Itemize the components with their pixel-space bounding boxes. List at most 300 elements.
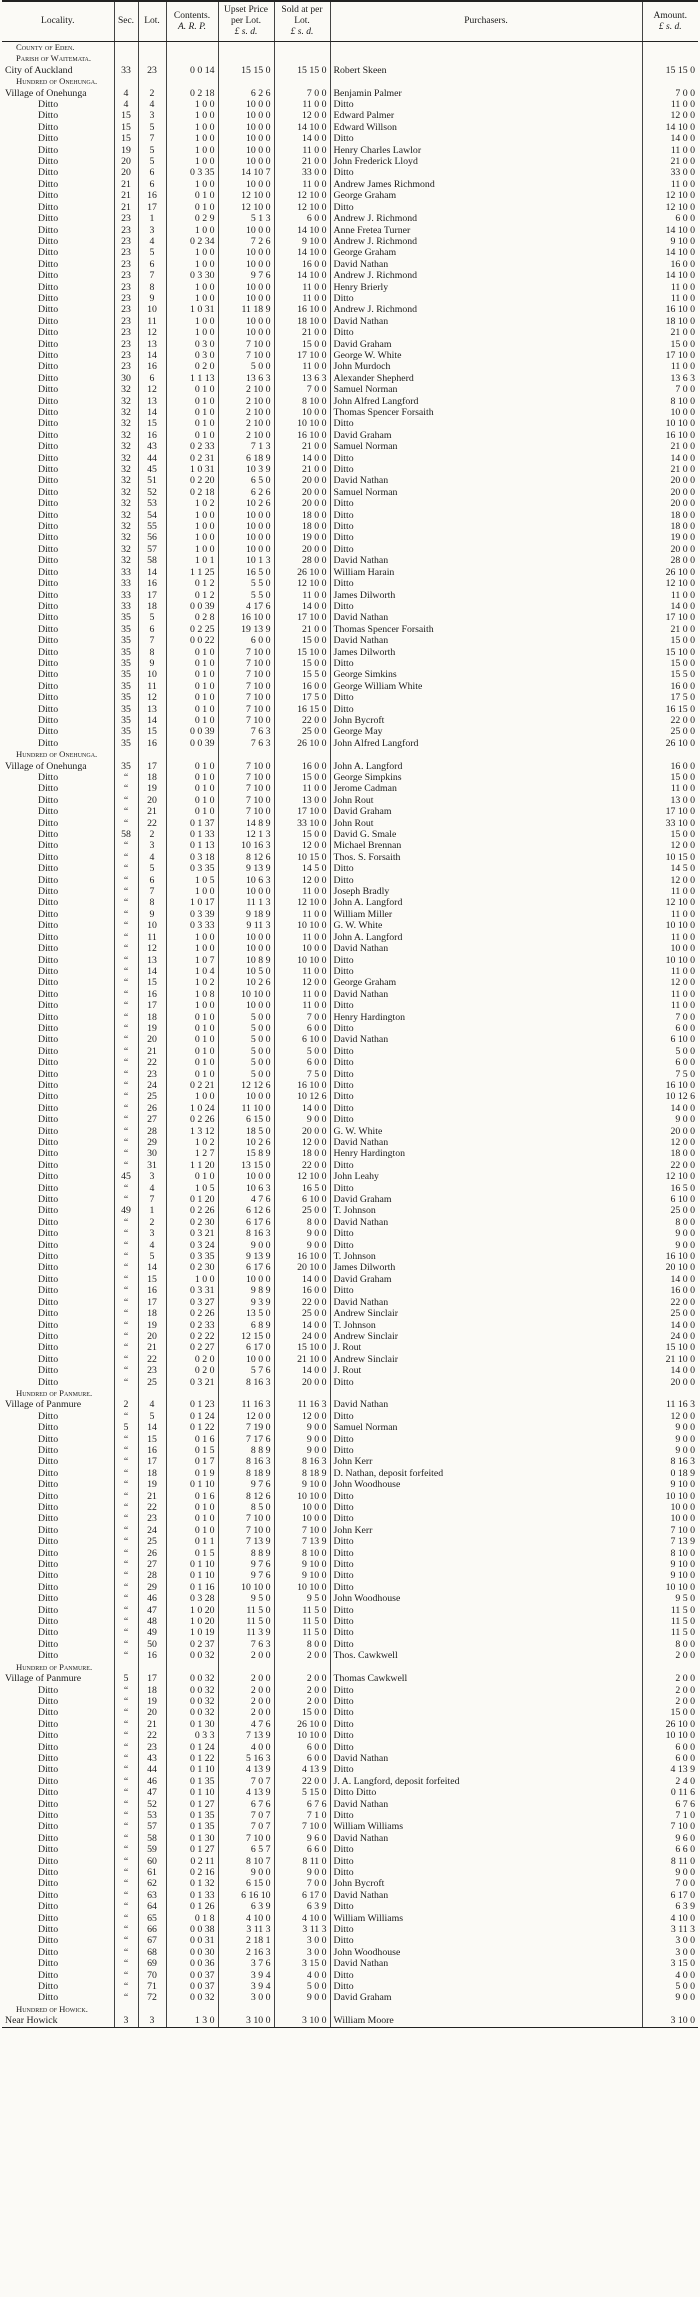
sold-price-cell: 5 0 0 xyxy=(274,1046,330,1057)
upset-price-cell: 2 10 0 xyxy=(218,407,274,418)
locality-cell: Ditto xyxy=(2,1103,114,1114)
lot-cell: 4 xyxy=(138,1240,166,1251)
purchaser-cell: T. Johnson xyxy=(330,1205,642,1216)
sold-price-cell: 9 0 0 xyxy=(274,1867,330,1878)
upset-price-cell: 9 13 9 xyxy=(218,1251,274,1262)
upset-price-cell: 7 10 0 xyxy=(218,350,274,361)
sold-price-cell: 12 0 0 xyxy=(274,840,330,851)
table-row xyxy=(2,225,698,236)
amount-cell: 3 11 3 xyxy=(670,1924,695,1936)
purchaser-cell: Andrew J. Richmond xyxy=(330,304,642,315)
table-row xyxy=(2,567,698,578)
locality-cell: Ditto xyxy=(2,110,114,121)
locality-cell: Ditto xyxy=(2,521,114,532)
upset-price-cell: 4 13 9 xyxy=(218,1787,274,1798)
amount-cell: 20 0 0 xyxy=(670,486,695,498)
table-row xyxy=(2,1548,698,1559)
contents-cell: 0 3 28 xyxy=(166,1593,218,1604)
contents-cell: 0 0 39 xyxy=(166,726,218,737)
lot-cell: 57 xyxy=(138,1821,166,1832)
locality-cell: Ditto xyxy=(2,1821,114,1832)
section-cell: “ xyxy=(114,989,138,1000)
section-cell: “ xyxy=(114,977,138,988)
contents-cell: 1 0 0 xyxy=(166,521,218,532)
lot-cell: 13 xyxy=(138,396,166,407)
contents-cell: 0 0 32 xyxy=(166,1673,218,1684)
sold-price-cell: 7 13 9 xyxy=(274,1536,330,1547)
sold-price-cell: 6 7 6 xyxy=(274,1799,330,1810)
table-row xyxy=(2,1399,698,1410)
section-cell: 5 xyxy=(114,1422,138,1433)
upset-price-cell: 7 10 0 xyxy=(218,715,274,726)
sold-price-cell: 8 0 0 xyxy=(274,1217,330,1228)
purchaser-cell: J. A. Langford, deposit forfeited xyxy=(330,1776,642,1787)
contents-cell: 1 0 19 xyxy=(166,1627,218,1638)
table-row xyxy=(2,829,698,840)
sold-price-cell: 7 10 0 xyxy=(274,1821,330,1832)
sold-price-cell: 15 10 0 xyxy=(274,1342,330,1353)
amount-cell: 7 10 0 xyxy=(670,1524,695,1536)
empty-cell xyxy=(218,42,274,54)
table-row xyxy=(2,1217,698,1228)
amount-cell: 6 17 0 xyxy=(670,1889,695,1901)
sold-price-cell: 7 0 0 xyxy=(274,384,330,395)
section-cell: 35 xyxy=(114,715,138,726)
sold-price-cell: 11 5 0 xyxy=(274,1627,330,1638)
lot-cell: 12 xyxy=(138,692,166,703)
amount-cell: 33 10 0 xyxy=(665,817,695,829)
locality-cell: Ditto xyxy=(2,1901,114,1912)
purchaser-cell: Andrew J. Richmond xyxy=(330,213,642,224)
upset-price-cell: 6 15 0 xyxy=(218,1114,274,1125)
section-cell: 35 xyxy=(114,612,138,623)
lot-cell: 22 xyxy=(138,1057,166,1068)
table-row xyxy=(2,1559,698,1570)
amount-cell: 20 0 0 xyxy=(670,1376,695,1388)
locality-cell: Ditto xyxy=(2,1502,114,1513)
lot-cell: 31 xyxy=(138,1160,166,1171)
lot-cell: 23 xyxy=(138,1513,166,1524)
contents-cell: 1 0 0 xyxy=(166,133,218,144)
contents-cell: 0 3 21 xyxy=(166,1228,218,1239)
table-row xyxy=(2,1091,698,1102)
contents-cell: 1 3 0 xyxy=(166,2015,218,2027)
table-row xyxy=(2,202,698,213)
empty-cell xyxy=(138,53,166,64)
purchaser-cell: Ditto xyxy=(330,1183,642,1194)
lot-cell: 1 xyxy=(138,1205,166,1216)
lot-cell: 45 xyxy=(138,464,166,475)
lot-cell: 18 xyxy=(138,1468,166,1479)
purchaser-cell: John A. Langford xyxy=(330,897,642,908)
purchaser-cell: David Nathan xyxy=(330,316,642,327)
purchaser-cell: John Woodhouse xyxy=(330,1479,642,1490)
contents-cell: 1 0 2 xyxy=(166,977,218,988)
section-cell: 32 xyxy=(114,532,138,543)
locality-cell: Ditto xyxy=(2,989,114,1000)
section-cell: “ xyxy=(114,1719,138,1730)
table-row xyxy=(2,1274,698,1285)
locality-cell: Ditto xyxy=(2,1262,114,1273)
section-cell: “ xyxy=(114,1913,138,1924)
amount-cell: 9 0 0 xyxy=(675,1114,695,1126)
purchaser-cell: Ditto xyxy=(330,1377,642,1388)
purchaser-cell: Ditto xyxy=(330,99,642,110)
locality-cell: Ditto xyxy=(2,396,114,407)
contents-cell: 0 3 0 xyxy=(166,339,218,350)
contents-cell: 0 1 9 xyxy=(166,1468,218,1479)
table-row xyxy=(2,966,698,977)
amount-cell: 12 0 0 xyxy=(670,977,695,989)
section-cell: “ xyxy=(114,1342,138,1353)
table-row xyxy=(2,1434,698,1445)
section-cell: “ xyxy=(114,1308,138,1319)
sold-price-cell: 15 0 0 xyxy=(274,1707,330,1718)
purchaser-cell: Henry Hardington xyxy=(330,1012,642,1023)
amount-cell: 14 0 0 xyxy=(670,452,695,464)
locality-cell: Ditto xyxy=(2,726,114,737)
table-row xyxy=(2,1342,698,1353)
purchaser-cell: J. Rout xyxy=(330,1342,642,1353)
lot-cell: 17 xyxy=(138,1673,166,1684)
purchaser-cell: Jerome Cadman xyxy=(330,783,642,794)
lot-cell: 19 xyxy=(138,1320,166,1331)
section-cell: “ xyxy=(114,1103,138,1114)
purchaser-cell: Ditto xyxy=(330,1057,642,1068)
amount-cell: 33 0 0 xyxy=(670,167,695,179)
locality-cell: Ditto xyxy=(2,1970,114,1981)
contents-cell: 0 1 0 xyxy=(166,681,218,692)
amount-cell: 8 10 0 xyxy=(670,1547,695,1559)
section-cell: 23 xyxy=(114,282,138,293)
table-row xyxy=(2,1992,698,2003)
table-row xyxy=(2,407,698,418)
empty-cell xyxy=(138,749,166,760)
lot-cell: 54 xyxy=(138,510,166,521)
section-cell: 15 xyxy=(114,122,138,133)
lot-cell: 7 xyxy=(138,886,166,897)
lot-cell: 5 xyxy=(138,122,166,133)
empty-cell xyxy=(274,76,330,87)
purchaser-cell: John Bycroft xyxy=(330,1878,642,1889)
upset-price-cell: 6 18 9 xyxy=(218,453,274,464)
lot-cell: 2 xyxy=(138,88,166,99)
lot-cell: 23 xyxy=(138,1365,166,1376)
upset-price-cell: 10 0 0 xyxy=(218,1171,274,1182)
purchaser-cell: John Alfred Langford xyxy=(330,738,642,749)
amount-cell: 28 0 0 xyxy=(670,555,695,567)
upset-price-cell: 3 11 3 xyxy=(218,1924,274,1935)
upset-price-cell: 2 0 0 xyxy=(218,1673,274,1684)
section-cell: “ xyxy=(114,1297,138,1308)
section-heading-row xyxy=(2,42,698,54)
table-row xyxy=(2,282,698,293)
amount-cell: 4 13 9 xyxy=(670,1764,695,1776)
section-cell: 21 xyxy=(114,190,138,201)
locality-cell: Ditto xyxy=(2,1593,114,1604)
table-row xyxy=(2,259,698,270)
table-row xyxy=(2,1012,698,1023)
amount-cell: 11 0 0 xyxy=(670,965,695,977)
lot-cell: 46 xyxy=(138,1593,166,1604)
locality-cell: Ditto xyxy=(2,1308,114,1319)
upset-price-cell: 8 5 0 xyxy=(218,1502,274,1513)
section-cell: 33 xyxy=(114,601,138,612)
upset-price-cell: 15 8 9 xyxy=(218,1148,274,1159)
section-cell: “ xyxy=(114,1456,138,1467)
lot-cell: 14 xyxy=(138,1422,166,1433)
lot-cell: 58 xyxy=(138,1833,166,1844)
empty-cell xyxy=(114,2004,138,2015)
table-row xyxy=(2,1844,698,1855)
locality-cell: Ditto xyxy=(2,1057,114,1068)
section-cell: “ xyxy=(114,1593,138,1604)
contents-cell: 1 0 0 xyxy=(166,259,218,270)
upset-price-cell: 5 0 0 xyxy=(218,1057,274,1068)
lot-cell: 25 xyxy=(138,1377,166,1388)
locality-cell: Ditto xyxy=(2,350,114,361)
contents-cell: 0 1 24 xyxy=(166,1742,218,1753)
amount-cell: 7 0 0 xyxy=(675,1011,695,1023)
sold-price-cell: 15 15 0 xyxy=(274,65,330,76)
lot-cell: 60 xyxy=(138,1856,166,1867)
upset-price-cell: 7 10 0 xyxy=(218,704,274,715)
table-row xyxy=(2,1890,698,1901)
upset-price-cell: 12 1 3 xyxy=(218,829,274,840)
sold-price-cell: 11 0 0 xyxy=(274,989,330,1000)
purchaser-cell: Ditto xyxy=(330,692,642,703)
lot-cell: 6 xyxy=(138,179,166,190)
upset-price-cell: 3 0 0 xyxy=(218,1992,274,2003)
sold-price-cell: 12 0 0 xyxy=(274,875,330,886)
empty-cell xyxy=(218,2004,274,2015)
empty-cell xyxy=(138,1388,166,1399)
table-row xyxy=(2,590,698,601)
empty-cell xyxy=(138,76,166,87)
section-cell: “ xyxy=(114,1627,138,1638)
table-row xyxy=(2,1627,698,1638)
section-cell: 23 xyxy=(114,247,138,258)
locality-cell: Ditto xyxy=(2,1799,114,1810)
lot-cell: 23 xyxy=(138,1742,166,1753)
section-heading-row xyxy=(2,2004,698,2015)
locality-cell: Ditto xyxy=(2,1696,114,1707)
sold-label: Sold at per Lot. xyxy=(281,5,323,26)
lot-cell: 11 xyxy=(138,681,166,692)
section-cell: 15 xyxy=(114,110,138,121)
lot-cell: 3 xyxy=(138,840,166,851)
purchaser-cell: Ditto xyxy=(330,1970,642,1981)
locality-cell: Ditto xyxy=(2,510,114,521)
purchaser-cell: Ditto xyxy=(330,1502,642,1513)
purchaser-cell: Andrew Sinclair xyxy=(330,1331,642,1342)
contents-cell: 0 1 0 xyxy=(166,1034,218,1045)
sold-price-cell: 8 0 0 xyxy=(274,1639,330,1650)
sold-price-cell: 6 0 0 xyxy=(274,1753,330,1764)
sold-price-cell: 11 0 0 xyxy=(274,966,330,977)
lot-cell: 25 xyxy=(138,1536,166,1547)
contents-cell: 0 1 0 xyxy=(166,795,218,806)
lot-cell: 27 xyxy=(138,1559,166,1570)
purchaser-cell: Ditto xyxy=(330,133,642,144)
contents-cell: 0 1 0 xyxy=(166,1012,218,1023)
amount-cell: 9 10 0 xyxy=(670,1570,695,1582)
contents-header xyxy=(166,1,218,42)
contents-cell: 0 2 18 xyxy=(166,487,218,498)
amount-cell: 16 10 0 xyxy=(665,1251,695,1263)
contents-cell: 1 0 0 xyxy=(166,544,218,555)
amount-cell: 10 0 0 xyxy=(670,943,695,955)
amount-cell: 10 10 0 xyxy=(665,920,695,932)
purchaser-cell: Ditto xyxy=(330,1570,642,1581)
sold-price-cell: 11 0 0 xyxy=(274,1000,330,1011)
purchaser-cell: Ditto xyxy=(330,601,642,612)
table-row xyxy=(2,612,698,623)
amount-cell: 2 0 0 xyxy=(675,1684,695,1696)
purchaser-cell: George Graham xyxy=(330,247,642,258)
lot-cell: 27 xyxy=(138,1114,166,1125)
contents-cell: 1 2 7 xyxy=(166,1148,218,1159)
sold-price-cell: 13 0 0 xyxy=(274,795,330,806)
lot-cell: 18 xyxy=(138,772,166,783)
purchaser-cell: William Williams xyxy=(330,1913,642,1924)
section-cell: “ xyxy=(114,1821,138,1832)
sold-price-cell: 13 6 3 xyxy=(274,373,330,384)
table-row xyxy=(2,1194,698,1205)
table-row xyxy=(2,133,698,144)
lot-cell: 3 xyxy=(138,225,166,236)
amount-cell: 12 10 0 xyxy=(665,1171,695,1183)
locality-cell: Ditto xyxy=(2,1034,114,1045)
table-row xyxy=(2,1479,698,1490)
locality-cell: Ditto xyxy=(2,167,114,178)
table-row xyxy=(2,1171,698,1182)
sold-price-cell: 10 10 0 xyxy=(274,1730,330,1741)
contents-cell: 0 1 0 xyxy=(166,1513,218,1524)
locality-cell: Ditto xyxy=(2,1992,114,2003)
purchaser-cell: Ditto xyxy=(330,1901,642,1912)
amount-cell: 22 0 0 xyxy=(670,1159,695,1171)
upset-price-cell: 13 15 0 xyxy=(218,1160,274,1171)
amount-cell: 14 0 0 xyxy=(670,600,695,612)
sold-price-cell: 3 0 0 xyxy=(274,1935,330,1946)
sold-price-cell: 14 0 0 xyxy=(274,453,330,464)
table-row xyxy=(2,1285,698,1296)
lot-cell: 4 xyxy=(138,99,166,110)
contents-cell: 1 0 0 xyxy=(166,1000,218,1011)
contents-cell: 0 1 0 xyxy=(166,647,218,658)
locality-cell: City of Auckland xyxy=(2,65,114,76)
section-cell: “ xyxy=(114,1685,138,1696)
table-row xyxy=(2,510,698,521)
lot-cell: 20 xyxy=(138,1707,166,1718)
amount-cell: 25 0 0 xyxy=(670,1308,695,1320)
purchaser-cell: Thos. Cawkwell xyxy=(330,1650,642,1661)
locality-cell: Ditto xyxy=(2,590,114,601)
purchaser-cell: John Murdoch xyxy=(330,361,642,372)
amount-cell: 12 0 0 xyxy=(670,1137,695,1148)
locality-cell: Ditto xyxy=(2,259,114,270)
upset-price-cell: 10 0 0 xyxy=(218,510,274,521)
table-row xyxy=(2,1536,698,1547)
purchaser-cell: D. Nathan, deposit forfeited xyxy=(330,1468,642,1479)
lot-cell: 63 xyxy=(138,1890,166,1901)
section-cell: “ xyxy=(114,1377,138,1388)
lot-cell: 4 xyxy=(138,1399,166,1410)
section-cell: “ xyxy=(114,1434,138,1445)
purchaser-cell: Ditto xyxy=(330,544,642,555)
table-row xyxy=(2,293,698,304)
locality-cell: Ditto xyxy=(2,1764,114,1775)
table-row xyxy=(2,1262,698,1273)
table-row xyxy=(2,1878,698,1889)
upset-price-cell: 4 13 9 xyxy=(218,1764,274,1775)
amount-cell: 9 10 0 xyxy=(670,1479,695,1491)
amount-cell: 6 0 0 xyxy=(675,1022,695,1034)
upset-price-cell: 10 10 0 xyxy=(218,989,274,1000)
locality-cell: Ditto xyxy=(2,1377,114,1388)
contents-cell: 0 0 32 xyxy=(166,1650,218,1661)
purchasers-header: Purchasers. xyxy=(330,1,642,42)
lot-cell: 30 xyxy=(138,1148,166,1159)
locality-cell: Ditto xyxy=(2,361,114,372)
table-row xyxy=(2,1901,698,1912)
section-cell: “ xyxy=(114,1354,138,1365)
sold-price-cell: 6 0 0 xyxy=(274,1057,330,1068)
amount-cell: 19 0 0 xyxy=(670,532,695,544)
upset-price-cell: 4 17 6 xyxy=(218,601,274,612)
lot-cell: 21 xyxy=(138,1719,166,1730)
table-row xyxy=(2,624,698,635)
sold-price-cell: 12 10 0 xyxy=(274,1171,330,1182)
contents-cell: 0 1 10 xyxy=(166,1479,218,1490)
table-row xyxy=(2,1730,698,1741)
locality-cell: Ditto xyxy=(2,943,114,954)
sold-price-cell: 15 0 0 xyxy=(274,829,330,840)
lot-cell: 22 xyxy=(138,1730,166,1741)
purchaser-cell: Michael Brennan xyxy=(330,840,642,851)
contents-cell: 0 3 30 xyxy=(166,270,218,281)
table-row xyxy=(2,1719,698,1730)
section-cell: “ xyxy=(114,1274,138,1285)
section-cell: 32 xyxy=(114,384,138,395)
purchaser-cell: Ditto xyxy=(330,1981,642,1992)
lot-cell: 17 xyxy=(138,1000,166,1011)
section-cell: 32 xyxy=(114,453,138,464)
upset-price-cell: 4 10 0 xyxy=(218,1913,274,1924)
sold-price-cell: 25 0 0 xyxy=(274,1205,330,1216)
empty-cell xyxy=(138,1662,166,1673)
sold-price-cell: 2 0 0 xyxy=(274,1685,330,1696)
upset-price-cell: 9 11 3 xyxy=(218,920,274,931)
upset-price-cell: 5 5 0 xyxy=(218,590,274,601)
amount-cell: 9 10 0 xyxy=(670,1559,695,1571)
table-row xyxy=(2,213,698,224)
lot-cell: 5 xyxy=(138,247,166,258)
empty-cell xyxy=(274,42,330,54)
locality-cell: Near Howick xyxy=(2,2015,114,2027)
upset-price-cell: 8 16 3 xyxy=(218,1228,274,1239)
section-cell: 35 xyxy=(114,647,138,658)
table-row xyxy=(2,1753,698,1764)
section-cell: 32 xyxy=(114,396,138,407)
amount-cell: 4 0 0 xyxy=(675,1969,695,1981)
purchaser-cell: James Dilworth xyxy=(330,1262,642,1273)
contents-cell: 0 2 18 xyxy=(166,88,218,99)
sold-price-cell: 12 10 0 xyxy=(274,190,330,201)
contents-cell: 0 2 0 xyxy=(166,361,218,372)
contents-cell: 0 0 32 xyxy=(166,1992,218,2003)
